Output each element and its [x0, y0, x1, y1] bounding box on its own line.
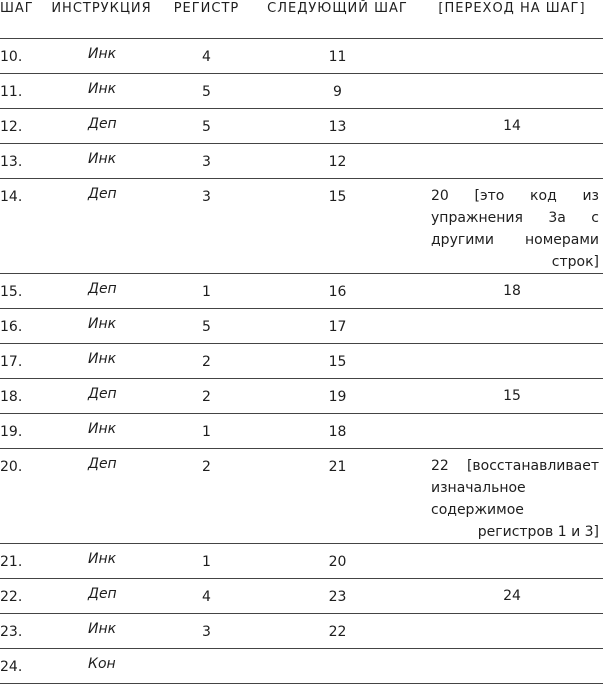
- next-step-cell: 20: [254, 544, 421, 579]
- table-row: [0, 544, 603, 579]
- jump-cell: 18: [421, 274, 603, 309]
- next-step-cell: 11: [254, 39, 421, 74]
- register-cell: 3: [159, 144, 254, 179]
- jump-cell: [421, 649, 603, 684]
- header-next-step: СЛЕДУЮЩИЙ ШАГ: [254, 0, 421, 39]
- next-step-cell: 15: [254, 344, 421, 379]
- next-step-cell: 22: [254, 614, 421, 649]
- next-step-cell: 15: [254, 179, 421, 274]
- instruction-cell: Деп: [44, 579, 159, 614]
- header-step: ШАГ: [0, 0, 44, 39]
- register-cell: 5: [159, 109, 254, 144]
- register-cell: 2: [159, 344, 254, 379]
- jump-cell: [421, 39, 603, 74]
- next-step-cell: 23: [254, 579, 421, 614]
- register-cell: 4: [159, 39, 254, 74]
- instruction-cell: Деп: [44, 274, 159, 309]
- table-row: [0, 274, 603, 309]
- table-row: [0, 579, 603, 614]
- register-cell: 2: [159, 449, 254, 544]
- instruction-cell: Инк: [44, 309, 159, 344]
- next-step-cell: 16: [254, 274, 421, 309]
- jump-cell: [421, 74, 603, 109]
- instruction-cell: Инк: [44, 39, 159, 74]
- next-step-cell: 12: [254, 144, 421, 179]
- header-instruction: ИНСТРУКЦИЯ: [44, 0, 159, 39]
- jump-cell: [421, 309, 603, 344]
- next-step-cell: [254, 649, 421, 684]
- table-row: [0, 414, 603, 449]
- jump-cell: [421, 344, 603, 379]
- header-row: [0, 0, 603, 39]
- step-cell: 10.: [0, 39, 44, 74]
- jump-cell: [421, 614, 603, 649]
- step-cell: 21.: [0, 544, 44, 579]
- next-step-cell: 13: [254, 109, 421, 144]
- register-cell: 2: [159, 379, 254, 414]
- step-cell: 16.: [0, 309, 44, 344]
- table-row: [0, 144, 603, 179]
- table-row: [0, 379, 603, 414]
- table-row: [0, 109, 603, 144]
- instruction-cell: Деп: [44, 179, 159, 274]
- jump-cell: 15: [421, 379, 603, 414]
- step-cell: 17.: [0, 344, 44, 379]
- step-cell: 15.: [0, 274, 44, 309]
- jump-cell: [421, 414, 603, 449]
- table-row: [0, 649, 603, 684]
- header-register: РЕГИСТР: [159, 0, 254, 39]
- instruction-cell: Инк: [44, 344, 159, 379]
- jump-cell: 20 [это код из упражнения 3а с другими номерами строк]: [421, 179, 603, 274]
- table-row: [0, 614, 603, 649]
- next-step-cell: 9: [254, 74, 421, 109]
- step-cell: 18.: [0, 379, 44, 414]
- next-step-cell: 21: [254, 449, 421, 544]
- step-cell: 19.: [0, 414, 44, 449]
- register-cell: 3: [159, 614, 254, 649]
- jump-cell: 22 [восстанавливает изначальное содержимое регистров 1 и 3]: [421, 449, 603, 544]
- instruction-cell: Инк: [44, 74, 159, 109]
- jump-cell: 24: [421, 579, 603, 614]
- table-row: [0, 449, 603, 544]
- instruction-cell: Инк: [44, 144, 159, 179]
- next-step-cell: 18: [254, 414, 421, 449]
- jump-cell: [421, 544, 603, 579]
- jump-cell: 14: [421, 109, 603, 144]
- instruction-cell: Кон: [44, 649, 159, 684]
- step-cell: 13.: [0, 144, 44, 179]
- table-row: [0, 39, 603, 74]
- step-cell: 14.: [0, 179, 44, 274]
- next-step-cell: 19: [254, 379, 421, 414]
- table-row: [0, 179, 603, 274]
- next-step-cell: 17: [254, 309, 421, 344]
- register-cell: 4: [159, 579, 254, 614]
- table-row: [0, 344, 603, 379]
- instruction-cell: Инк: [44, 414, 159, 449]
- register-cell: 1: [159, 544, 254, 579]
- table-row: [0, 74, 603, 109]
- register-cell: 1: [159, 414, 254, 449]
- table-row: [0, 309, 603, 344]
- step-cell: 24.: [0, 649, 44, 684]
- instruction-cell: Деп: [44, 379, 159, 414]
- instruction-cell: Инк: [44, 544, 159, 579]
- jump-cell: [421, 144, 603, 179]
- register-cell: 1: [159, 274, 254, 309]
- step-cell: 11.: [0, 74, 44, 109]
- header-jump: [ПЕРЕХОД НА ШАГ]: [421, 0, 603, 39]
- instruction-cell: Инк: [44, 614, 159, 649]
- register-cell: [159, 649, 254, 684]
- step-cell: 22.: [0, 579, 44, 614]
- register-cell: 5: [159, 309, 254, 344]
- register-cell: 5: [159, 74, 254, 109]
- instruction-cell: Деп: [44, 109, 159, 144]
- step-cell: 20.: [0, 449, 44, 544]
- step-cell: 12.: [0, 109, 44, 144]
- instruction-cell: Деп: [44, 449, 159, 544]
- step-cell: 23.: [0, 614, 44, 649]
- register-cell: 3: [159, 179, 254, 274]
